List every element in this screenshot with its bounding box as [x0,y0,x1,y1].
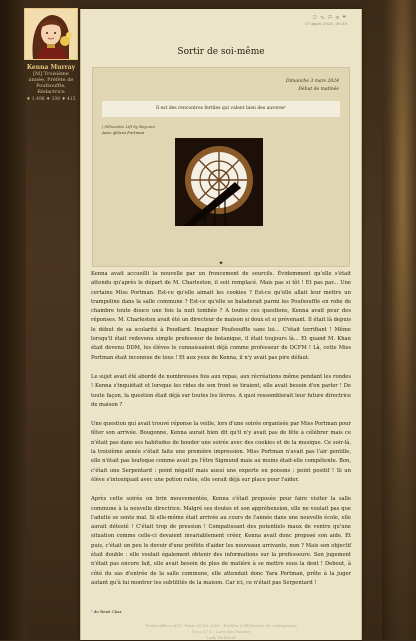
paragraph-4: Après cette soirée un brin mouvementée, Kenna s'était proposée pour faire visiter la salle commune à la nouvelle directrice. Malgré ses doutes et son appréhension, elle ne voulait pas que l'adulte se sente mal. Si elle-même était arrivée au cours de l'année dans une nouvelle école, elle aurait détesté ! C'était trop de pression ! Compatissant des potentiels maux de ventre qu'une situation comme celle-ci devaient invariablement créer, Kenna avait donc proposé son aide. Et puis, c'était un peu le devoir d'une préfète d'aider les nouveaux arrivants, non ? Mais son objectif était double : elle voulait également obtenir des informations sur la professeure. Son jugement n'était pas encore fait, elle avait besoin de plus de matière à se mettre sous la dent ! Debout, à côté du sas d'entrée de la salle commune, elle attendait donc Yara Portman, prête à la juger autant qu'à lui montrer les subtilités de la maison. Car ici, ce n'était pas Serpentard ! [91,496,351,586]
background-right [382,0,416,640]
round-window-image [175,138,263,226]
post-toolbar [305,15,347,26]
rp-partner [102,130,144,135]
footer-line-2[interactable]: Il y a 17 h - Liste des Posters [191,629,251,634]
footer-line-3[interactable]: Lady BirdWulf [206,635,236,640]
window-illustration [175,138,263,226]
song-credit[interactable]: | Silhouette Lift by Beyoncé [102,124,156,129]
avatar[interactable] [24,8,78,60]
paragraph-2: Le sujet avait été abordé de nombreuses fois aux repas, aux récréations même pendant les rondes ! Kenna s'inquiétait et lorsque les rides de son front se tiraient, elle avait besoin d'en parler ! De toute façon, la question était déjà sur toutes les lèvres. A quoi ressemblerait leur future directrice de maison ? [91,373,351,408]
profile-info [22,64,80,102]
rp-date-line: Dimanche 3 mars 2024 [286,79,339,84]
paragraph-3: Une question qui avait trouvé réponse la veille, lors d'une soirée organisée par Miss Portman pour fêter son arrivée. Bougonne, Kenna aurait bien dit qu'il n'y avait pas de fête à célébrer mais ce n'était pas dans ses habitudes de bouder une soirée avec des cookies et de la musique. Ce soir-là, la troisième année s'était faite une première impression. Miss Portman n'avait pas l'air gentille, elle n'était pas loufoque comme avait pu l'être Sigmund mais au moins était-elle compétente. Bon, c'était une Serpentard : point négatif mais aussi une experte en poisons : point positif ! Si un élève s'intoxiquait avec une potion ratée, elle serait déjà sur place pour l'aider. [91,421,351,483]
post-action-icons[interactable]: ⎋ ✎ ⚐ ✉ ❝ [312,15,347,21]
post-header-box [92,67,350,267]
rp-partner-name[interactable]: @Yara Portman [112,130,145,135]
footnote: ¹ de René Char [91,609,122,614]
author-role-3: Poufsouffle, [36,83,66,89]
author-stats: ♦ 1.498 ♦ 208 ♦ 415 [26,97,76,102]
author-role-4: Rédactrice [37,89,65,95]
rp-partner-label: Avec [102,130,112,135]
author-role-1: [M] Troisième [33,71,69,77]
avatar-illustration [25,9,77,59]
post-title: Sortir de soi-même [177,47,265,57]
post-body [91,270,351,598]
author-sidebar [22,8,80,102]
paragraph-1: Kenna avait accueilli la nouvelle par un froncement de sourcils. Évidemment qu'elle s'était attendu qu'après le départ de M. Charleston, il soit remplacé. Mais pas si tôt ! Et pas par... Une certaine Miss Portman. Est-ce qu'elle aimait les cookies ? Est-ce qu'elle allait leur mettre un trampoline dans la salle commune ? Est-ce qu'elle se baladerait parmi les Poufsouffle en robe de chambre toute douce une fois la nuit tombée ? A toutes ces questions, Kenna avait peur des réponses. M. Charleston avait été un directeur de maison si doux et si prévenant. Il était là depuis le début de sa scolarité à Poudlard. Imaginer Poufsouffle sans lui… C'était terrifiant ! Même lorsqu'il était redevenu simple professeur de botanique, il était toujours là... Et quand M. Khan était devenu DDM, les élèves le connaissaient déjà comme professeur de DCFM ! Là, cette Miss Portman était inconnue de tous ! Et aux yeux de Kenna, il n'y avait pas pire défaut. [91,271,351,361]
separator-star: ✦ [218,260,224,267]
post-timestamp: 27 mars 2026, 00:30 [304,21,347,26]
footer-line-1[interactable]: Poufsouffle·ics[Z] - Poste 20.49 2049 - Préfète (cliff Bogus) de ce/bog/xsisp [145,623,297,628]
author-name[interactable]: Kenna Murray [26,64,76,71]
author-role-2: année, Préfète de [28,77,74,83]
post-footer [81,623,361,641]
epigraph-quote: Il est des rencontres fertiles qui valent bien des aurores¹ [102,101,340,117]
post-card [80,9,362,640]
rp-date [286,78,339,94]
rp-time-line: Début de matinée [298,87,339,92]
